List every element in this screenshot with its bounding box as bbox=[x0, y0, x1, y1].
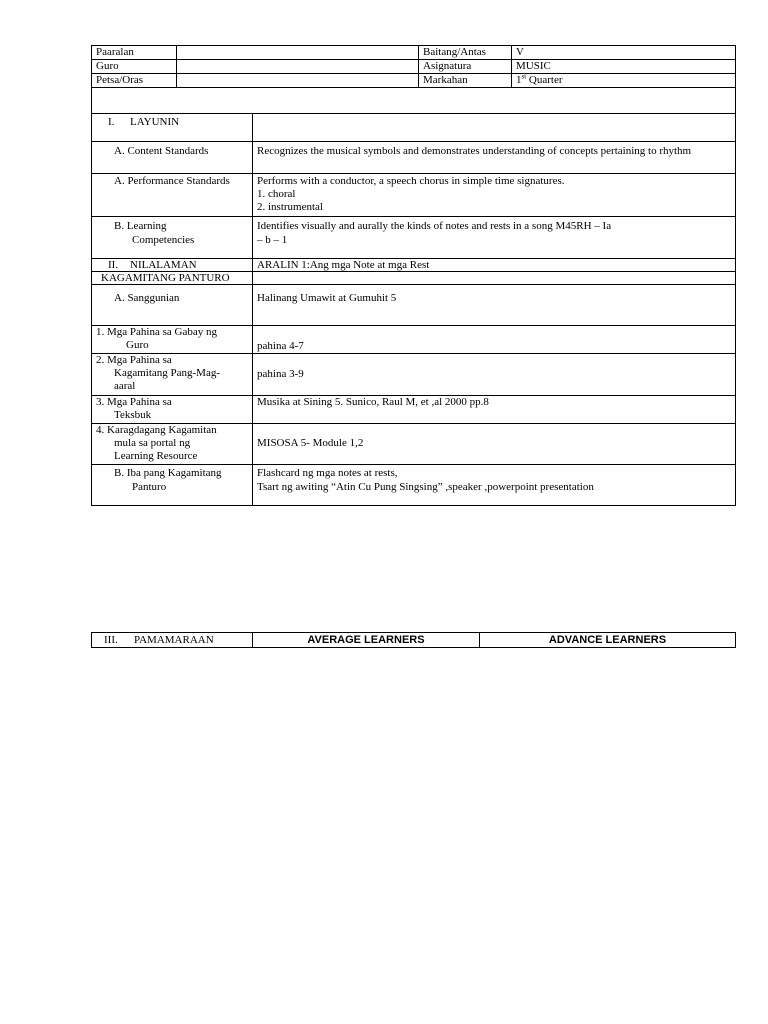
kagamitang-panturo-value[interactable] bbox=[253, 272, 736, 285]
nilalaman-heading: NILALAMAN bbox=[130, 259, 197, 271]
blank-row bbox=[92, 88, 736, 114]
iba-pang-row bbox=[92, 465, 736, 506]
lesson-plan-table bbox=[91, 87, 736, 506]
pamamaraan-heading: PAMAMARAAN bbox=[134, 634, 214, 646]
learning-competencies-label bbox=[92, 217, 253, 259]
kagamitang-pang-mag-aaral-row bbox=[92, 354, 736, 396]
header-row-guro bbox=[92, 60, 736, 74]
teksbuk-label-1: 3. Mga Pahina sa bbox=[96, 396, 172, 409]
performance-line-2: 1. choral bbox=[257, 188, 296, 200]
blank-cell bbox=[92, 88, 736, 114]
karagdagang-row bbox=[92, 424, 736, 465]
performance-standards-value[interactable] bbox=[253, 174, 736, 217]
content-standards-value[interactable]: Recognizes the musical symbols and demonstrates understanding of concepts pertaining to rhythm bbox=[253, 142, 736, 174]
learning-competencies-label-2: Competencies bbox=[132, 234, 195, 246]
teksbuk-label bbox=[92, 396, 253, 424]
learning-competencies-value[interactable] bbox=[253, 217, 736, 259]
nilalaman-label bbox=[92, 259, 253, 272]
markahan-number: 1 bbox=[516, 74, 522, 86]
petsa-field[interactable] bbox=[177, 74, 419, 88]
paaralan-field[interactable] bbox=[177, 46, 419, 60]
sanggunian-row bbox=[92, 285, 736, 326]
pamamaraan-table bbox=[91, 632, 736, 648]
kagamitang-pang-mag-aaral-label bbox=[92, 354, 253, 396]
gabay-label bbox=[92, 326, 253, 354]
pamamaraan-row bbox=[92, 633, 736, 648]
gabay-value[interactable]: pahina 4-7 bbox=[253, 326, 736, 354]
header-row-paaralan bbox=[92, 46, 736, 60]
average-learners-header: AVERAGE LEARNERS bbox=[253, 633, 480, 648]
teksbuk-value[interactable]: Musika at Sining 5. Sunico, Raul M, et ,al 2000 pp.8 bbox=[253, 396, 736, 424]
header-table bbox=[91, 45, 736, 88]
performance-standards-row bbox=[92, 174, 736, 217]
kagamitang-pang-mag-aaral-value[interactable]: pahina 3-9 bbox=[253, 354, 736, 396]
layunin-value[interactable] bbox=[253, 114, 736, 142]
asignatura-label: Asignatura bbox=[419, 60, 512, 74]
content-standards-label: A. Content Standards bbox=[92, 142, 253, 174]
mag-aaral-label-2: Kagamitang Pang-Mag- bbox=[114, 367, 220, 380]
iba-pang-label-1: B. Iba pang Kagamitang bbox=[114, 467, 222, 480]
nilalaman-numeral: II. bbox=[108, 259, 119, 271]
baitang-label: Baitang/Antas bbox=[419, 46, 512, 60]
iba-pang-label-2: Panturo bbox=[132, 481, 167, 494]
learning-competencies-line-1: Identifies visually and aurally the kinds of notes and rests in a song M45RH – Ia bbox=[257, 220, 612, 232]
header-row-petsa bbox=[92, 74, 736, 88]
iba-pang-value[interactable] bbox=[253, 465, 736, 506]
gabay-label-1: 1. Mga Pahina sa Gabay ng bbox=[96, 326, 217, 338]
guro-label: Guro bbox=[92, 60, 177, 74]
performance-line-1: Performs with a conductor, a speech chorus in simple time signatures. bbox=[257, 175, 565, 187]
gabay-row bbox=[92, 326, 736, 354]
markahan-quarter: Quarter bbox=[526, 74, 563, 86]
mag-aaral-label-1: 2. Mga Pahina sa bbox=[96, 354, 172, 367]
karagdagang-label bbox=[92, 424, 253, 465]
iba-pang-line-2: Tsart ng awiting “Atin Cu Pung Singsing” ,speaker ,powerpoint presentation bbox=[257, 481, 594, 494]
karagdagang-label-1: 4. Karagdagang Kagamitan bbox=[96, 424, 217, 437]
teksbuk-row bbox=[92, 396, 736, 424]
learning-competencies-label-1: B. Learning bbox=[114, 220, 167, 232]
mag-aaral-label-3: aaral bbox=[114, 380, 136, 393]
markahan-field[interactable] bbox=[512, 74, 736, 88]
sanggunian-value[interactable]: Halinang Umawit at Gumuhit 5 bbox=[253, 285, 736, 326]
layunin-label bbox=[92, 114, 253, 142]
iba-pang-line-1: Flashcard ng mga notes at rests, bbox=[257, 467, 398, 480]
gabay-label-2: Guro bbox=[126, 339, 149, 351]
karagdagang-label-3: Learning Resource bbox=[114, 450, 198, 463]
teksbuk-label-2: Teksbuk bbox=[114, 409, 152, 422]
kagamitang-panturo-label: KAGAMITANG PANTURO bbox=[92, 272, 253, 285]
asignatura-field[interactable]: MUSIC bbox=[512, 60, 736, 74]
nilalaman-row bbox=[92, 259, 736, 272]
markahan-label: Markahan bbox=[419, 74, 512, 88]
markahan-ordinal: st bbox=[521, 73, 527, 81]
layunin-numeral: I. bbox=[108, 116, 115, 128]
performance-standards-label: A. Performance Standards bbox=[92, 174, 253, 217]
advance-learners-header: ADVANCE LEARNERS bbox=[480, 633, 736, 648]
pamamaraan-numeral: III. bbox=[104, 634, 118, 646]
karagdagang-label-2: mula sa portal ng bbox=[114, 437, 191, 450]
layunin-heading: LAYUNIN bbox=[130, 116, 180, 128]
sanggunian-label: A. Sanggunian bbox=[92, 285, 253, 326]
content-standards-row bbox=[92, 142, 736, 174]
learning-competencies-row bbox=[92, 217, 736, 259]
performance-line-3: 2. instrumental bbox=[257, 201, 323, 213]
petsa-label: Petsa/Oras bbox=[92, 74, 177, 88]
learning-competencies-line-2: – b – 1 bbox=[257, 234, 288, 246]
karagdagang-value[interactable]: MISOSA 5- Module 1,2 bbox=[253, 424, 736, 465]
kagamitang-panturo-row bbox=[92, 272, 736, 285]
pamamaraan-label bbox=[92, 633, 253, 648]
iba-pang-label bbox=[92, 465, 253, 506]
nilalaman-value[interactable]: ARALIN 1:Ang mga Note at mga Rest bbox=[253, 259, 736, 272]
paaralan-label: Paaralan bbox=[92, 46, 177, 60]
layunin-row bbox=[92, 114, 736, 142]
guro-field[interactable] bbox=[177, 60, 419, 74]
baitang-field[interactable]: V bbox=[512, 46, 736, 60]
